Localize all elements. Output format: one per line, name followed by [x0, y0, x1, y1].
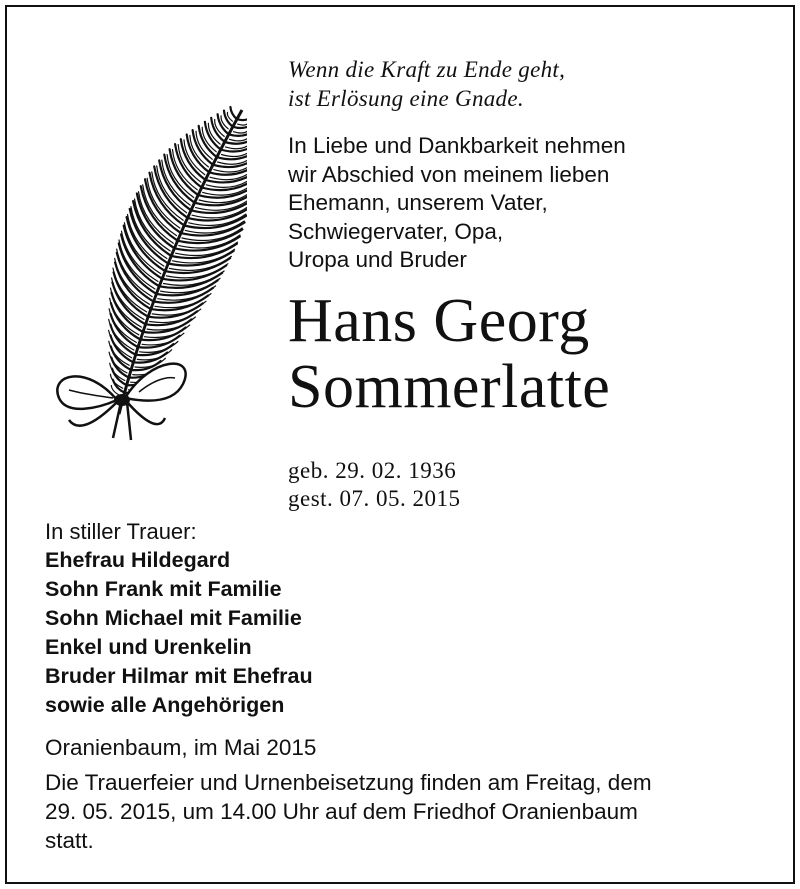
ceremony-notice [45, 768, 765, 855]
list-item: Ehefrau Hildegard [45, 548, 231, 572]
death-date: gest. 07. 05. 2015 [288, 486, 461, 511]
intro-line: In Liebe und Dankbarkeit nehmen [288, 133, 626, 158]
feather-with-ribbon-icon [47, 102, 247, 447]
intro-line: Ehemann, unserem Vater, [288, 190, 548, 215]
intro-line: Uropa und Bruder [288, 247, 467, 272]
deceased-name [288, 288, 610, 420]
ceremony-line: statt. [45, 828, 94, 853]
list-item: Bruder Hilmar mit Ehefrau [45, 664, 313, 688]
intro-line: Schwiegervater, Opa, [288, 218, 504, 244]
birth-date: geb. 29. 02. 1936 [288, 458, 457, 483]
mourners-block [45, 517, 313, 720]
ceremony-line: 29. 05. 2015, um 14.00 Uhr auf dem Friedhof Oranienbaum [45, 799, 638, 824]
quote-line: ist Erlösung eine Gnade. [288, 86, 524, 111]
obituary-card [5, 5, 795, 884]
list-item: Sohn Frank mit Familie [45, 577, 282, 601]
mourners-list [45, 546, 313, 720]
deceased-first-names: Hans Georg [288, 287, 590, 355]
place-and-date: Oranienbaum, im Mai 2015 [45, 735, 317, 760]
life-dates [288, 457, 461, 513]
deceased-surname: Sommerlatte [288, 353, 611, 421]
list-item: sowie alle Angehörigen [45, 693, 285, 717]
list-item: Sohn Michael mit Familie [45, 606, 302, 630]
quote [288, 55, 565, 113]
quote-line: Wenn die Kraft zu Ende geht, [288, 57, 566, 82]
intro-text [288, 132, 626, 275]
list-item: Enkel und Urenkelin [45, 635, 252, 659]
mourners-lead: In stiller Trauer: [45, 519, 197, 544]
ceremony-line: Die Trauerfeier und Urnenbeisetzung finden am Freitag, dem [45, 770, 652, 795]
intro-line: wir Abschied von meinem lieben [288, 161, 610, 187]
